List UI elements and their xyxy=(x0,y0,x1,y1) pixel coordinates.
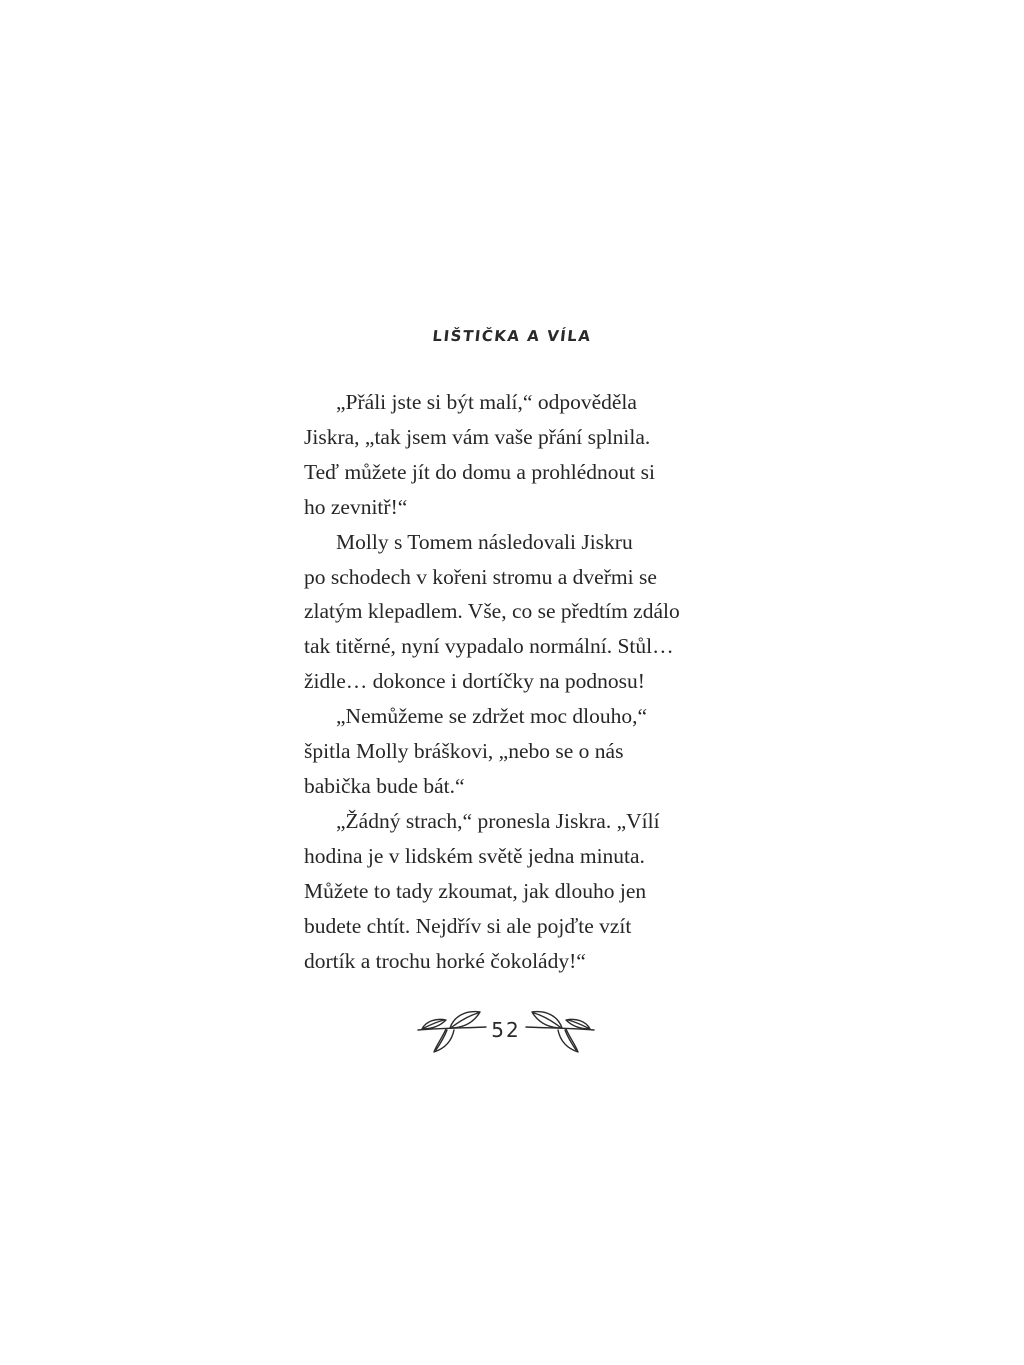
text-line: dortík a trochu horké čokolády!“ xyxy=(304,948,586,973)
text-line: budete chtít. Nejdřív si ale pojďte vzít xyxy=(304,913,632,938)
paragraph xyxy=(304,385,724,525)
page-number: 52 xyxy=(491,1018,521,1042)
leaf-sprig-icon xyxy=(416,1008,488,1056)
text-line: židle… dokonce i dortíčky na podnosu! xyxy=(304,669,645,694)
paragraph xyxy=(304,699,724,804)
text-line: Jiskra, „tak jsem vám vaše přání splnila. xyxy=(304,424,651,449)
text-line: „Nemůžeme se zdržet moc dlouho,“ xyxy=(336,704,648,729)
running-head: LIŠTIČKA A VÍLA xyxy=(431,327,593,345)
body-text xyxy=(304,385,724,978)
text-line: po schodech v kořeni stromu a dveřmi se xyxy=(304,564,657,589)
page-footer xyxy=(0,1008,1024,1056)
text-line: babička bude bát.“ xyxy=(304,773,465,798)
text-line: „Žádný strach,“ pronesla Jiskra. „Vílí xyxy=(336,808,660,833)
text-line: tak titěrné, nyní vypadalo normální. Stůl… xyxy=(304,634,674,659)
paragraph xyxy=(304,525,724,700)
leaf-sprig-icon xyxy=(524,1008,596,1056)
text-line: Molly s Tomem následovali Jiskru xyxy=(336,529,633,554)
text-line: hodina je v lidském světě jedna minuta. xyxy=(304,843,645,868)
text-line: Teď můžete jít do domu a prohlédnout si xyxy=(304,459,655,484)
paragraph xyxy=(304,804,724,979)
text-line: Můžete to tady zkoumat, jak dlouho jen xyxy=(304,878,647,903)
text-line: špitla Molly bráškovi, „nebo se o nás xyxy=(304,739,624,764)
text-line: „Přáli jste si být malí,“ odpověděla xyxy=(336,390,637,414)
text-line: ho zevnitř!“ xyxy=(304,494,408,519)
text-line: zlatým klepadlem. Vše, co se předtím zdálo xyxy=(304,599,680,624)
